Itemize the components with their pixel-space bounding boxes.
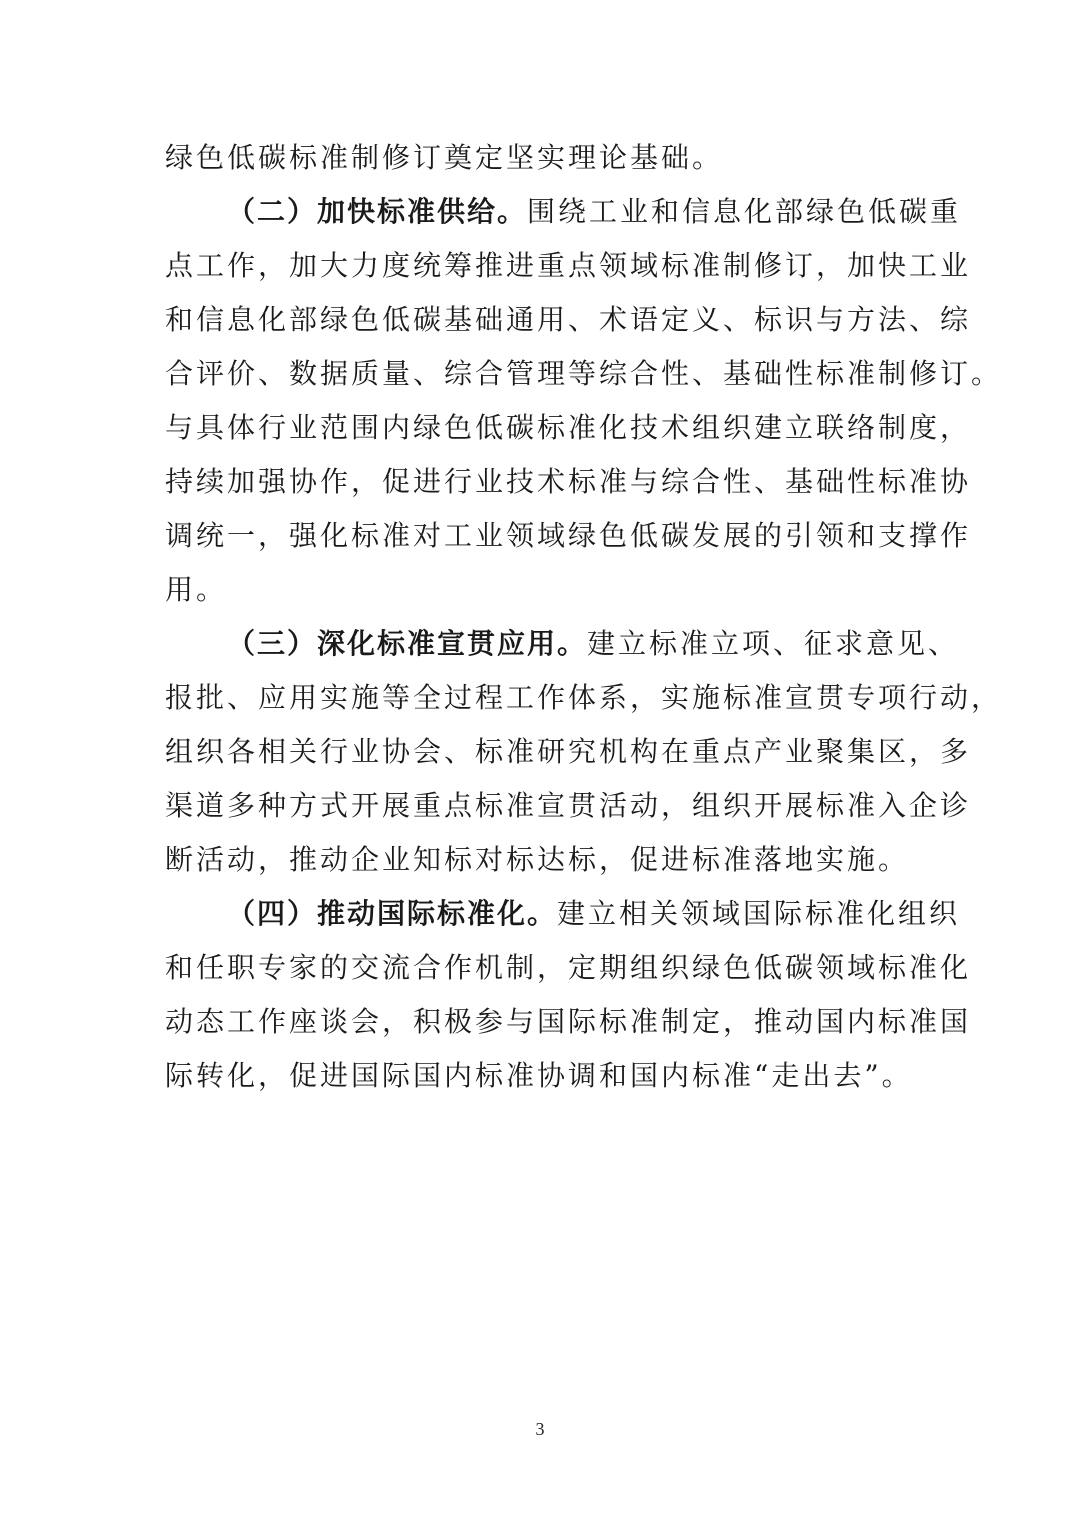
section-4-text: 建立相关领域国际标准化组织 bbox=[557, 897, 961, 930]
section-4-heading: （四）推动国际标准化。 bbox=[227, 897, 558, 930]
section-4-line-4: 际转化，促进国际国内标准协调和国内标准“走出去”。 bbox=[165, 1059, 913, 1092]
section-3-line-1 bbox=[165, 617, 960, 671]
section-3-line-2: 报批、应用实施等全过程工作体系，实施标准宣贯专项行动， bbox=[165, 681, 1003, 714]
section-3-text: 建立标准立项、征求意见、 bbox=[587, 627, 960, 660]
section-2-text: 围绕工业和信息化部绿色低碳重 bbox=[527, 195, 962, 228]
section-4-line-3: 动态工作座谈会，积极参与国际标准制定，推动国内标准国 bbox=[165, 1005, 972, 1038]
section-3-line-5: 断活动，推动企业知标对标达标，促进标准落地实施。 bbox=[165, 843, 910, 876]
section-2-line-6: 持续加强协作，促进行业技术标准与综合性、基础性标准协 bbox=[165, 465, 972, 498]
section-3-line-4: 渠道多种方式开展重点标准宣贯活动，组织开展标准入企诊 bbox=[165, 789, 972, 822]
paragraph-1-line-1: 绿色低碳标准制修订奠定坚实理论基础。 bbox=[165, 141, 724, 174]
page-number: 3 bbox=[535, 1419, 545, 1439]
section-2-line-7: 调统一，强化标准对工业领域绿色低碳发展的引领和支撑作 bbox=[165, 519, 972, 552]
body-text bbox=[165, 131, 1003, 1103]
section-2-line-2: 点工作，加大力度统筹推进重点领域标准制修订，加快工业 bbox=[165, 249, 972, 282]
section-2-line-4: 合评价、数据质量、综合管理等综合性、基础性标准制修订。 bbox=[165, 357, 1003, 390]
section-4-line-1 bbox=[165, 887, 961, 941]
section-3-heading: （三）深化标准宣贯应用。 bbox=[227, 627, 588, 660]
section-2-line-5: 与具体行业范围内绿色低碳标准化技术组织建立联络制度， bbox=[165, 411, 972, 444]
section-2-heading: （二）加快标准供给。 bbox=[227, 195, 528, 228]
section-2-line-8: 用。 bbox=[165, 573, 228, 606]
section-4-line-2: 和任职专家的交流合作机制，定期组织绿色低碳领域标准化 bbox=[165, 951, 972, 984]
section-2-line-3: 和信息化部绿色低碳基础通用、术语定义、标识与方法、综 bbox=[165, 303, 972, 336]
section-2-line-1 bbox=[165, 185, 962, 239]
section-3-line-3: 组织各相关行业协会、标准研究机构在重点产业聚集区，多 bbox=[165, 735, 972, 768]
